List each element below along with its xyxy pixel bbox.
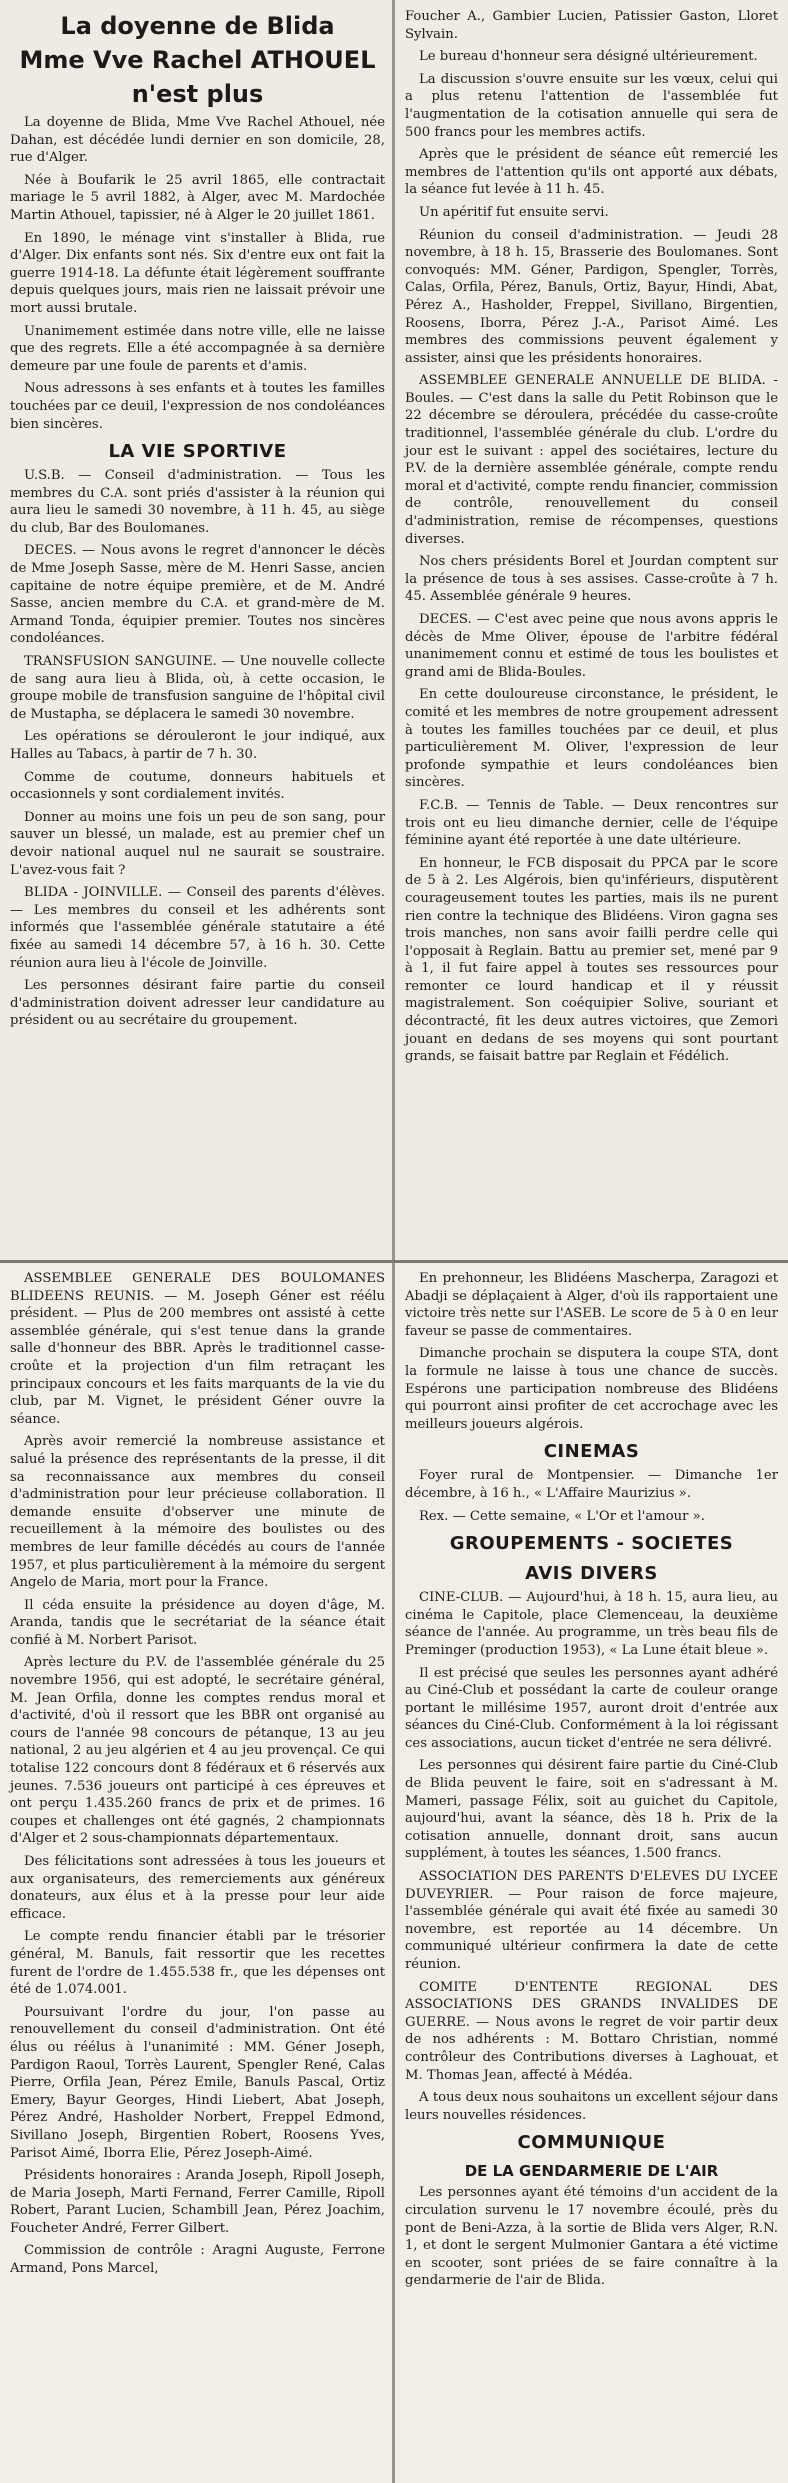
sport-paragraph: Comme de coutume, donneurs habituels et occasionnels y sont cordialement invités.: [10, 769, 385, 803]
obituary-paragraph: Nous adressons à ses enfants et à toutes les familles touchées par ce deuil, l'expression de nos condoléances bien sincères.: [10, 381, 385, 432]
communique-paragraph: Les personnes ayant été témoins d'un accident de la circulation survenu le 17 novembre écoulé, près du pont de Beni-Azza, à la sortie de Blida vers Alger, R.N. 1, et dont le sergent Mulmonier Gantara a été victime en scooter, sont priées de se faire connaître à la gendarmerie de l'air de Blida.: [405, 2185, 778, 2289]
clipping-top-left: [0, 0, 395, 1262]
groupement-paragraph: CINE-CLUB. — Aujourd'hui, à 18 h. 15, aura lieu, au cinéma le Capitole, place Clemenceau, la deuxième séance de l'année. Au programme, un très beau fils de Preminger (production 1953), « La Lune était bleue ».: [405, 1590, 778, 1658]
assembly-paragraph: Le compte rendu financier établi par le trésorier général, M. Banuls, fait ressortir que les recettes furent de l'ordre de 1.455.538 fr., que les dépenses ont été de 1.074.001.: [10, 1929, 385, 1998]
article-paragraph: La discussion s'ouvre ensuite sur les vœux, celui qui a plus retenu l'attention de l'assemblée fut l'augmentation de la cotisation annuelle qui sera de 500 francs pour les membres actifs.: [405, 71, 778, 140]
obituary-title-line-2: Mme Vve Rachel ATHOUEL: [19, 46, 376, 74]
clipping-top-right: [395, 0, 788, 1262]
communique-title-line-2: DE LA GENDARMERIE DE L'AIR: [464, 2162, 719, 2181]
obituary-paragraph: En 1890, le ménage vint s'installer à Blida, rue d'Alger. Dix enfants sont nés. Six d'entre eux ont fait la guerre 1914-18. La défunte était légèrement souffrante depuis quelques jours, mais rien ne laissait prévoir une mort aussi brutale.: [10, 230, 385, 316]
article-paragraph: En cette douloureuse circonstance, le président, le comité et les membres de notre groupement adressent à toutes les familles touchées par ce deuil, et plus particulièrement M. Oliver, l'expression de leur profonde sympathie et leurs condoléances bien sincères.: [405, 687, 778, 791]
assembly-paragraph: Des félicitations sont adressées à tous les joueurs et aux organisateurs, des remerciements aux généreux donateurs, aux élus et à la presse pour leur aide efficace.: [10, 1854, 385, 1922]
sport-paragraph: Les personnes désirant faire partie du conseil d'administration doivent adresser leur candidature au président ou au secrétaire du groupement.: [10, 978, 385, 1029]
groupement-paragraph: Les personnes qui désirent faire partie du Ciné-Club de Blida peuvent le faire, soit en s'adressant à M. Mameri, passage Félix, soit au guichet du Capitole, aujourd'hui, avant la séance, dès 18 h. Prix de la cotisation annuelle, donnant droit, sans aucun supplément, à toutes les séances, 1.500 francs.: [405, 1758, 778, 1862]
article-paragraph: Réunion du conseil d'administration. — Jeudi 28 novembre, à 18 h. 15, Brasserie des Boulomanes. Sont convoqués: MM. Géner, Pardigon, Spengler, Torrès, Calas, Orfila, Pérez, Banuls, Ortiz, Bayur, Hindi, Abat, Pérez A., Hasholder, Freppel, Sivillano, Birgentien, Roosens, Iborra, Pérez J.-A., Parisot Aimé. Les membres des commissions peuvent également y assister, ainsi que les présidents honoraires.: [405, 227, 778, 366]
sport-paragraph: DECES. — Nous avons le regret d'annoncer le décès de Mme Joseph Sasse, mère de M. Henri Sasse, ancien capitaine de notre équipe première, et de M. André Sasse, ancien membre du C.A. et grand-mère de M. Armand Tonda, équipier premier. Toutes nos sincères condoléances.: [10, 543, 385, 647]
article-paragraph: Après que le président de séance eût remercié les membres de l'attention qu'ils ont apporté aux débats, la séance fut levée à 11 h. 45.: [405, 147, 778, 198]
article-paragraph: En honneur, le FCB disposait du PPCA par le score de 5 à 2. Les Algérois, bien qu'inférieurs, disputèrent courageusement toutes les parties, mais ils ne purent rien contre la technique des Blidéens. Viron gagna ses trois manches, non sans avoir failli perdre celle qui l'opposait à Reglain. Battu au premier set, mené par 9 à 1, il fut faire appel à toutes ses ressources pour remonter ce lourd handicap et il y réussit magistralement. Son coéquipier Solive, souriant et décontracté, fit les deux autres victoires, que Zemori jouant en dedans de ses moyens qui sont pourtant grands, se faisait battre par Reglain et Fédélich.: [405, 855, 778, 1065]
sport-paragraph: TRANSFUSION SANGUINE. — Une nouvelle collecte de sang aura lieu à Blida, où, à cette occasion, le groupe mobile de transfusion sanguine de l'hôpital civil de Mustapha, se déplacera le samedi 30 novembre.: [10, 654, 385, 722]
obituary-title-line-3: n'est plus: [131, 80, 264, 108]
clipping-bottom-left: [0, 1262, 395, 2483]
sport-section-title: LA VIE SPORTIVE: [108, 441, 287, 463]
assembly-paragraph: Il céda ensuite la présidence au doyen d'âge, M. Aranda, tandis que le secrétariat de la séance était confié à M. Norbert Parisot.: [10, 1597, 385, 1648]
assembly-paragraph: Commission de contrôle : Aragni Auguste, Ferrone Armand, Pons Marcel,: [10, 2243, 385, 2277]
cinema-paragraph: Foyer rural de Montpensier. — Dimanche 1er décembre, à 16 h., « L'Affaire Maurizius ».: [405, 1468, 778, 1501]
article-paragraph: ASSEMBLEE GENERALE ANNUELLE DE BLIDA. - Boules. — C'est dans la salle du Petit Robinson que le 22 décembre se déroulera, précédée du casse-croûte traditionnel, l'assemblée générale du club. L'ordre du jour est le suivant : appel des sociétaires, lecture du P.V. de la dernière assemblée générale, compte rendu moral et d'activité, compte rendu financier, commission de contrôle, renouvellement du conseil d'administration, remise de récompenses, questions diverses.: [405, 373, 778, 547]
obituary-paragraph: La doyenne de Blida, Mme Vve Rachel Athouel, née Dahan, est décédée lundi dernier en son domicile, 28, rue d'Alger.: [10, 115, 385, 166]
article-paragraph: Foucher A., Gambier Lucien, Patissier Gaston, Lloret Sylvain.: [405, 9, 778, 42]
article-paragraph: Nos chers présidents Borel et Jourdan comptent sur la présence de tous à ses assises. Casse-croûte à 7 h. 45. Assemblée générale 9 heures.: [405, 554, 778, 605]
assembly-paragraph: Poursuivant l'ordre du jour, l'on passe au renouvellement du conseil d'administration. Ont été élus ou réélus à l'unanimité : MM. Géner Joseph, Pardigon Raoul, Torrès Laurent, Spengler René, Calas Pierre, Orfila Jean, Pérez Emile, Banuls Pascal, Ortiz Emery, Bayur Georges, Hindi Liebert, Abat Joseph, Pérez André, Hasholder Norbert, Freppel Edmond, Sivillano Joseph, Birgentien Robert, Roosens Yves, Parisot Aimé, Iborra Elie, Pérez Joseph-Aimé.: [10, 2004, 385, 2161]
sport-paragraph: Les opérations se dérouleront le jour indiqué, aux Halles au Tabacs, à partir de 7 h. 30.: [10, 729, 385, 762]
clipping-divider: [0, 1260, 788, 1263]
sport-paragraph: Dimanche prochain se disputera la coupe STA, dont la formule ne laisse à tous une chance de succès. Espérons une participation nombreuse des Blidéens qui pourront ainsi profiter de cet accrochage avec les meilleurs joueurs algérois.: [405, 1346, 778, 1432]
clipping-bottom-right: [395, 1262, 788, 2483]
obituary-title-line-1: La doyenne de Blida: [60, 12, 335, 40]
groupement-paragraph: ASSOCIATION DES PARENTS D'ELEVES DU LYCEE DUVEYRIER. — Pour raison de force majeure, l'assemblée générale qui avait été fixée au samedi 30 novembre, est reportée au 14 décembre. Un communiqué ultérieur confirmera la date de cette réunion.: [405, 1869, 778, 1972]
article-paragraph: F.C.B. — Tennis de Table. — Deux rencontres sur trois ont eu lieu dimanche dernier, celle de l'équipe féminine ayant été reportée à une date ultérieure.: [405, 797, 778, 849]
article-paragraph: Le bureau d'honneur sera désigné ultérieurement.: [419, 49, 758, 65]
obituary-paragraph: Unanimement estimée dans notre ville, elle ne laisse que des regrets. Elle a été accompagnée à sa dernière demeure par une foule de parents et d'amis.: [10, 323, 385, 374]
sport-paragraph: U.S.B. — Conseil d'administration. — Tous les membres du C.A. sont priés d'assister à la réunion qui aura lieu le samedi 30 novembre, à 11 h. 45, au siège du club, Bar des Boulomanes.: [10, 468, 385, 536]
cinema-paragraph: Rex. — Cette semaine, « L'Or et l'amour ».: [419, 1508, 705, 1524]
column-divider: [392, 0, 395, 2483]
article-paragraph: DECES. — C'est avec peine que nous avons appris le décès de Mme Oliver, épouse de l'arbitre fédéral unanimement connu et estimé de tous les boulistes et grand ami de Blida-Boules.: [405, 612, 778, 680]
sport-paragraph: BLIDA - JOINVILLE. — Conseil des parents d'élèves. — Les membres du conseil et les adhérents sont informés que l'assemblée générale statutaire a été fixée au samedi 14 décembre 57, à 16 h. 30. Cette réunion aura lieu à l'école de Joinville.: [10, 885, 385, 971]
groupement-paragraph: COMITE D'ENTENTE REGIONAL DES ASSOCIATIONS DES GRANDS INVALIDES DE GUERRE. — Nous avons le regret de voir partir deux de nos adhérents : M. Bottaro Christian, nommé contrôleur des Contributions diverses à Laghouat, et M. Thomas Jean, affecté à Médéa.: [405, 1979, 778, 2083]
groupement-paragraph: Il est précisé que seules les personnes ayant adhéré au Ciné-Club et possédant la carte de couleur orange portant le millésime 1957, auront droit d'entrée aux séances du Ciné-Club. Conformément à la loi régissant ces associations, aucun ticket d'entrée ne sera délivré.: [405, 1665, 778, 1751]
assembly-paragraph: Après avoir remercié la nombreuse assistance et salué la présence des représentants de la presse, il dit sa reconnaissance aux membres du conseil d'administration pour leur précieuse collaboration. Il demande ensuite d'observer une minute de recueillement à la mémoire des boulistes ou des membres de leur famille décédés au cours de l'année 1957, et plus particulièrement à la mémoire du sergent Angelo de Maria, mort pour la France.: [10, 1434, 385, 1591]
assembly-paragraph: Après lecture du P.V. de l'assemblée générale du 25 novembre 1956, qui est adopté, le secrétaire général, M. Jean Orfila, donne les comptes rendus moral et d'activité, d'où il ressort que les BBR ont organisé au cours de l'année 98 concours de pétanque, 13 au jeu national, 2 au jeu algérien et 4 au jeu provençal. Ce qui totalise 122 concours dont 8 fédéraux et 6 réservés aux jeunes. 7.536 joueurs ont participé à ces épreuves et ont perçu 1.435.260 francs de prix et de primes. 16 coupes et challenges ont été gagnés, 2 championnats d'Alger et 2 sous-championnats départementaux.: [10, 1655, 385, 1847]
article-paragraph: Un apéritif fut ensuite servi.: [419, 204, 609, 220]
cinemas-title: CINEMAS: [543, 1441, 640, 1463]
communique-title-line-1: COMMUNIQUE: [517, 2132, 666, 2154]
assembly-paragraph: ASSEMBLEE GENERALE DES BOULOMANES BLIDEENS REUNIS. — M. Joseph Géner est réélu président. — Plus de 200 membres ont assisté à cette assemblée générale, qui s'est tenue dans la grande salle d'honneur des BBR. Après le traditionnel casse-croûte et la projection d'un film retraçant les principaux concours et les faits marquants de la vie du club, par M. Vignet, le président Géner ouvre la séance.: [10, 1271, 385, 1427]
groupements-title-line-2: AVIS DIVERS: [525, 1563, 658, 1585]
assembly-paragraph: Présidents honoraires : Aranda Joseph, Ripoll Joseph, de Maria Joseph, Marti Fernand, Ferrer Camille, Ripoll Robert, Parant Lucien, Schambill Jean, Pérez Joachim, Foucheter André, Ferrer Gilbert.: [10, 2168, 385, 2236]
sport-paragraph: Donner au moins une fois un peu de son sang, pour sauver un blessé, un malade, est au premier chef un devoir national auquel nul ne saurait se soustraire. L'avez-vous fait ?: [10, 809, 385, 878]
groupement-paragraph: A tous deux nous souhaitons un excellent séjour dans leurs nouvelles résidences.: [405, 2090, 778, 2123]
groupements-title-line-1: GROUPEMENTS - SOCIETES: [449, 1533, 734, 1555]
obituary-paragraph: Née à Boufarik le 25 avril 1865, elle contractait mariage le 5 avril 1882, à Alger, avec M. Mardochée Martin Athouel, tapissier, né à Alger le 20 juillet 1861.: [10, 172, 385, 223]
sport-paragraph: En prehonneur, les Blidéens Mascherpa, Zaragozi et Abadji se déplaçaient à Alger, d'où ils rapportaient une victoire très nette sur l'ASEB. Le score de 5 à 0 en leur faveur se passe de commentaires.: [405, 1271, 778, 1339]
